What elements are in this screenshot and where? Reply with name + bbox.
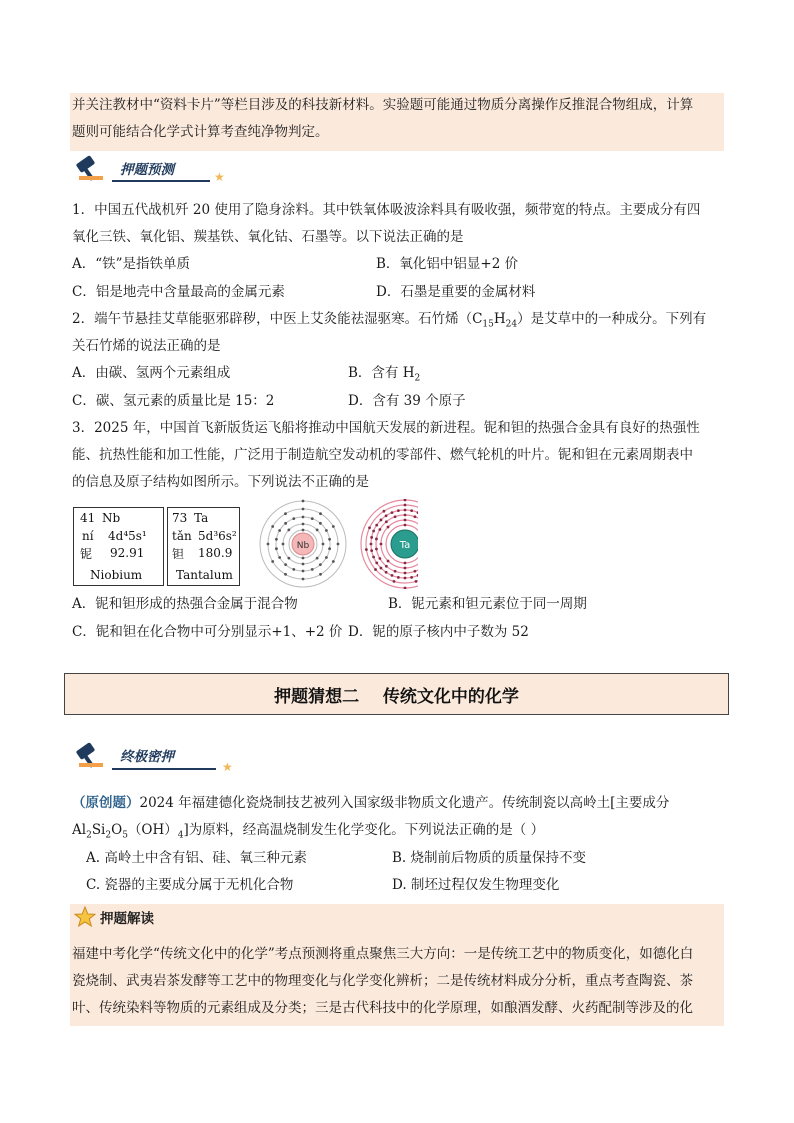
electron-dot: [404, 567, 407, 570]
q4-option-c: C. 瓷器的主要成分属于无机化合物: [86, 877, 294, 893]
electron-dot: [316, 557, 319, 560]
electron-dot: [385, 514, 388, 517]
electron-dot: [365, 548, 368, 551]
electron-dot: [370, 543, 373, 546]
electron-dot: [387, 526, 390, 529]
electron-dot: [284, 522, 287, 525]
electron-dot: [292, 568, 295, 571]
q1-option-a: A．“铁”是指铁单质: [72, 256, 191, 272]
electron-dot: [287, 528, 290, 531]
electron-dot: [284, 573, 287, 576]
electron-dot: [316, 528, 319, 531]
electron-dot: [337, 543, 340, 546]
electron-dot: [380, 543, 383, 546]
q4-stem-2: $Al_2Si_2O_5(OH)_4$]为原料，经高温烧制发生化学变化。下列说法正确的是（ ）: [72, 822, 545, 841]
electron-dot: [404, 562, 407, 565]
electron-dot: [397, 509, 400, 512]
electron-dot: [380, 567, 383, 570]
star-badge-icon: [74, 906, 96, 928]
electron-dot: [322, 543, 325, 546]
electron-dot: [404, 577, 407, 580]
ta-pinyin: tǎn: [172, 529, 192, 543]
electron-dot: [271, 525, 274, 528]
electron-dot: [372, 530, 375, 533]
q1-stem-1: 1．中国五代战机歼 20 使用了隐身涂料。其中铁氧体吸波涂料具有吸收强，频带宽的特点。主要成分有四: [72, 202, 701, 218]
electron-dot: [267, 543, 270, 546]
interpret-title: 押题解读: [100, 911, 154, 927]
electron-dot: [302, 500, 305, 503]
ta-atom-diagram: [361, 499, 418, 589]
electron-dot: [404, 572, 407, 575]
electron-dot: [287, 557, 290, 560]
electron-dot: [374, 568, 377, 571]
electron-dot: [370, 549, 373, 552]
electron-dot: [302, 570, 305, 573]
electron-dot: [302, 523, 305, 526]
element-card-tantalum: [167, 507, 240, 586]
interpret-line-2: 瓷烧制、武夷岩茶发酵等工艺中的物理变化与化学变化辨析；二是传统材料成分分析，重点考查陶瓷、茶: [72, 973, 693, 989]
electron-dot: [414, 570, 417, 573]
section-predict-underline: [112, 180, 210, 182]
electron-dot: [271, 560, 274, 563]
electron-dot: [391, 511, 394, 514]
electron-dot: [319, 563, 322, 566]
star-icon: ★: [214, 170, 225, 184]
q2-option-c: C．碳、氢元素的质量比是 15：2: [72, 393, 275, 409]
electron-dot: [302, 508, 305, 511]
q2-option-b: B．含有 $H_2$: [348, 365, 421, 384]
nb-config: 4d⁴5s¹: [108, 529, 147, 543]
electron-dot: [380, 519, 383, 522]
electron-dot: [383, 510, 386, 513]
intro-line-2: 题则可能结合化学式计算考查纯净物判定。: [72, 124, 329, 140]
section-banner: 押题猜想二 传统文化中的化学: [64, 673, 729, 715]
q2-stem-2: 关石竹烯的说法正确的是: [72, 338, 221, 354]
q1-option-b: B．氧化铝中铝显+2 价: [376, 256, 519, 272]
q1-stem-2: 氧化三铁、氧化铝、羰基铁、氧化钴、石墨等。以下说法正确的是: [72, 229, 464, 245]
atom-diagrams: [258, 499, 418, 589]
q2-stem-1: 2．端午节悬挂艾草能驱邪辟秽，中医上艾灸能祛湿驱寒。石竹烯$(C_{15}H_{24})$是艾草中的一种成分。下列有: [72, 311, 707, 330]
nb-pinyin: ní: [82, 529, 94, 543]
electron-dot: [302, 557, 305, 560]
electron-dot: [415, 580, 418, 583]
ta-atomic-number: 73: [172, 511, 188, 525]
q2-option-d: D．含有 39 个原子: [348, 393, 466, 409]
q1-option-c: C．铝是地壳中含量最高的金属元素: [72, 284, 285, 300]
electron-dot: [393, 580, 396, 583]
section-predict-header: [72, 154, 174, 182]
interpret-line-1: 福建中考化学“传统文化中的化学”考点预测将重点聚焦三大方向：一是传统工艺中的物质变化，如德化白: [72, 946, 694, 962]
interpret-line-3: 叶、传统染料等物质的元素组成及分类；三是古代科技中的化学原理，如酿酒发酵、火药配制等涉及的化: [72, 1000, 693, 1016]
element-card-niobium: [73, 507, 164, 586]
q3-stem-2: 能、抗热性能和加工性能，广泛用于制造航空发动机的零部件、燃气轮机的叶片。铌和钽在元素周期表中: [72, 447, 693, 463]
electron-dot: [325, 556, 328, 559]
electron-dot: [370, 536, 373, 539]
electron-dot: [385, 520, 388, 523]
electron-dot: [375, 561, 378, 564]
electron-dot: [404, 514, 407, 517]
q3-stem-1: 3．2025 年，中国首飞新版货运飞船将推动中国航天发展的新进程。铌和钽的热强合金具有良好的热强性: [72, 420, 700, 436]
interpret-header: [74, 906, 154, 928]
electron-dot: [404, 504, 407, 507]
electron-dot: [404, 509, 407, 512]
q3-option-a: A．铌和钽形成的热强合金属于混合物: [72, 596, 298, 612]
electron-dot: [410, 509, 413, 512]
electron-dot: [385, 565, 388, 568]
ta-config: 5d³6s²: [198, 529, 237, 543]
ta-symbol: Ta: [194, 511, 209, 525]
electron-dot: [328, 538, 331, 541]
electron-dot: [372, 556, 375, 559]
q3-stem-3: 的信息及原子结构如图所示。下列说法不正确的是: [72, 474, 369, 490]
electron-dot: [311, 568, 314, 571]
electron-dot: [319, 573, 322, 576]
q3-option-c: C．铌和钽在化合物中可分别显示+1、+2 价: [72, 624, 343, 640]
electron-dot: [414, 515, 417, 518]
electron-dot: [332, 560, 335, 563]
section-final-header: [72, 741, 174, 769]
q3-option-d: D．铌的原子核内中子数为 52: [348, 624, 529, 640]
gavel-icon: [72, 741, 106, 769]
electron-dot: [368, 526, 371, 529]
electron-dot: [325, 529, 328, 532]
electron-dot: [387, 560, 390, 563]
electron-dot: [282, 543, 285, 546]
electron-dot: [397, 576, 400, 579]
electron-dot: [378, 528, 381, 531]
electron-dot: [302, 563, 305, 566]
electron-dot: [328, 547, 331, 550]
electron-dot: [375, 538, 378, 541]
electron-dot: [375, 524, 378, 527]
electron-dot: [410, 576, 413, 579]
electron-dot: [311, 517, 314, 520]
electron-dot: [302, 529, 305, 532]
electron-dot: [385, 571, 388, 574]
nb-name: Niobium: [90, 568, 143, 582]
electron-dot: [332, 525, 335, 528]
nb-atomic-number: 41: [80, 511, 96, 525]
section-predict-title: 押题预测: [120, 162, 174, 178]
electron-dot: [378, 557, 381, 560]
intro-line-1: 并关注教材中“资料卡片”等栏目涉及的科技新材料。实验题可能通过物质分离操作反推混合物组成，计算: [72, 97, 694, 113]
electron-dot: [284, 512, 287, 515]
nb-atom-label: Nb: [296, 541, 310, 551]
q4-option-a: A. 高岭土中含有铝、硅、氧三种元素: [86, 850, 307, 866]
nb-mass: 92.91: [110, 546, 145, 560]
q1-option-d: D．石墨是重要的金属材料: [376, 284, 536, 300]
electron-dot: [302, 578, 305, 581]
star-icon: ★: [222, 760, 233, 774]
electron-dot: [278, 556, 281, 559]
q4-stem-1: （原创题）2024 年福建德化瓷烧制技艺被列入国家级非物质文化遗产。传统制瓷以高岭土[主要成分: [72, 795, 670, 811]
electron-dot: [278, 529, 281, 532]
electron-dot: [404, 519, 407, 522]
gavel-icon: [72, 154, 106, 182]
electron-dot: [292, 517, 295, 520]
q4-option-b: B. 烧制前后物质的质量保持不变: [392, 850, 587, 866]
nb-atom-diagram: [260, 500, 346, 587]
electron-dot: [302, 516, 305, 519]
electron-dot: [319, 522, 322, 525]
q4-tag: （原创题）: [72, 795, 140, 811]
electron-dot: [394, 570, 397, 573]
electron-dot: [404, 524, 407, 527]
ta-chinese: 钽: [172, 547, 185, 561]
electron-dot: [375, 548, 378, 551]
nb-chinese: 铌: [80, 547, 93, 561]
section-final-underline: [112, 768, 216, 770]
nb-symbol: Nb: [102, 511, 121, 525]
section-final-title: 终极密押: [120, 749, 174, 765]
electron-dot: [394, 515, 397, 518]
electron-dot: [404, 587, 407, 589]
q2-option-a: A．由碳、氢两个元素组成: [72, 365, 231, 381]
electron-dot: [284, 563, 287, 566]
q4-option-d: D. 制坯过程仅发生物理变化: [392, 877, 560, 893]
ta-mass: 180.9: [198, 546, 233, 560]
electron-dot: [319, 512, 322, 515]
electron-dot: [275, 538, 278, 541]
ta-atom-label: Ta: [399, 540, 411, 551]
electron-dot: [391, 574, 394, 577]
q3-option-b: B．铌元素和钽元素位于同一周期: [388, 596, 587, 612]
electron-dot: [275, 547, 278, 550]
ta-name: Tantalum: [176, 568, 233, 582]
electron-dot: [404, 499, 407, 501]
